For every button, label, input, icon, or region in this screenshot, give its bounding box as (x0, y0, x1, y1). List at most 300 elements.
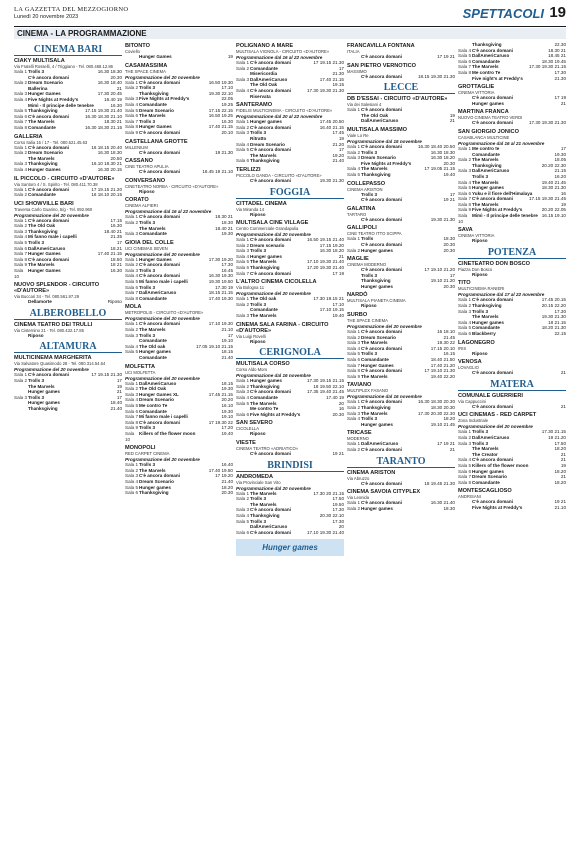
showtimes: 16.30 (110, 102, 122, 108)
film-title: The Old Oak (361, 112, 389, 118)
showtimes: 17.10 (221, 85, 233, 91)
paper-date: Lunedì 20 novembre 2023 (14, 14, 79, 20)
programming-period: Programmazione dal 20 novembre (236, 232, 311, 238)
film-title: Killers of the flower moon (139, 430, 196, 436)
showtimes: 17.40 21.15 (208, 124, 233, 130)
screen-label: Sala 4 (236, 512, 250, 518)
showtimes: 16.45 19 21.10 (202, 169, 233, 175)
film-title: Trolls 3 (361, 149, 378, 155)
screen-label: Sala 1 (14, 69, 28, 74)
showtimes: 17.20 19.30 21.40 (306, 265, 344, 271)
cinema-info: THE SPACE CINEMA (125, 68, 166, 74)
showtimes: 20.20 22.30 (541, 162, 566, 168)
film-title: The Old oak (250, 296, 277, 302)
screen-label: Sala 5 (125, 349, 139, 355)
listing-columns (14, 42, 566, 835)
screen-label: Sala 2 (236, 242, 250, 248)
listing-column (236, 42, 344, 835)
showtimes: 18.15 (221, 349, 233, 355)
showtimes: 17 19.10 21.30 (424, 368, 455, 374)
showtimes: 16.30 18.30 (430, 149, 455, 155)
page-banner: CINEMA - LA PROGRAMMAZIONE (14, 28, 566, 39)
film-title: The Marvels (28, 119, 55, 125)
film-title: Five Nights at Freddy's (28, 96, 79, 102)
showtimes: 18.15 19.30 21.30 (417, 73, 455, 79)
film-title: The Marvels (472, 314, 499, 320)
showtimes: 18 21 (110, 262, 122, 268)
showtimes: 20.30 (443, 241, 455, 247)
showtimes: 16.30 18.30 20.30 (417, 399, 455, 405)
showtime-row (458, 120, 566, 126)
film-title: Trolls 3 (361, 416, 378, 422)
film-title: Trolls 3 (472, 308, 489, 314)
film-title: Thanksgiving (250, 265, 280, 271)
screen-label: Sala 2 (125, 467, 139, 473)
showtimes: 17 (338, 65, 344, 71)
cinema-block (125, 240, 233, 302)
showtimes: 17.10 19.15 (319, 307, 344, 313)
showtimes: 20 (338, 524, 344, 530)
cinema-name: TERLIZZI (236, 166, 261, 173)
showtimes: 17.20 (221, 425, 233, 431)
screen-label: Sala 1 (125, 256, 139, 262)
screen-label: Sala 4 (236, 395, 250, 400)
film-title: Thanksgiving (28, 108, 58, 114)
screen-label: Sala 7 (458, 474, 472, 480)
showtimes: 18.40 (110, 400, 122, 406)
film-title: Trolls 3 (28, 240, 45, 246)
film-title: Killers of the flower moon (472, 462, 529, 468)
showtimes: 19.10 21.20 (430, 278, 455, 284)
cinema-block (347, 256, 455, 289)
film-title: Hunger Games (28, 91, 61, 97)
screen-label: Sala 1 (236, 490, 250, 496)
showtimes: 17 (449, 272, 455, 278)
cinema-name: GALLIPOLI (347, 225, 377, 232)
cinema-name: GROTTAGLIE (458, 84, 495, 91)
showtimes: 16.30 19.30 (208, 273, 233, 279)
showtimes: 16 18.10 20.15 (91, 192, 122, 198)
film-title: C'è ancora domani (250, 87, 291, 93)
cinema-info: MULTISALA VIGNOLA - CIRCUITO «D'AUTORE» (236, 49, 330, 54)
showtimes: 17.45 21.15 (208, 391, 233, 397)
showtime-row (125, 169, 233, 175)
cinema-block (458, 42, 566, 81)
showtimes: 18.40 21 (104, 228, 122, 234)
screen-label: Sala 1 (125, 462, 139, 468)
film-title: Thanksgiving (139, 490, 169, 496)
film-title: Comandante (139, 101, 167, 107)
film-title: Hunger games (472, 468, 504, 474)
cinema-info: TARTARO (347, 211, 367, 217)
screen-label: Sala 4 (14, 96, 28, 102)
film-title: C'è ancora domani (472, 47, 513, 53)
cinema-name: GALLERIA (14, 133, 43, 140)
screen-label: Sala 2 (236, 496, 250, 502)
screen-label: Sala 5 (236, 147, 250, 153)
cinema-block (347, 63, 455, 80)
programming-period: Programmazione del 20 novembre (236, 291, 311, 297)
showtime-row (125, 490, 233, 496)
cinema-name: MAGLIE (347, 256, 369, 263)
screen-label: Sala 5 (125, 484, 139, 490)
showtimes: 18.30 20.30 (430, 405, 455, 410)
showtimes: 21.20 (332, 141, 344, 147)
cinema-info: Corso Italia 15 / 17 - Tel. 080.521.45.63 (14, 139, 88, 145)
film-title: DallAmeriCaruso (361, 118, 399, 124)
showtimes: 18.45 21 (548, 53, 566, 59)
film-title: C'è ancora domani (472, 95, 513, 101)
city-heading: MATERA (458, 379, 566, 391)
cinema-block (125, 178, 233, 195)
cinema-name: CONVERSANO (125, 177, 166, 184)
showtimes: 18 19.50 22.10 (313, 383, 344, 389)
showtimes: 19.40 (332, 313, 344, 319)
film-title: C'è ancora domani (361, 54, 402, 59)
showtime-row (347, 118, 455, 124)
screen-label: Sala 2 (347, 149, 361, 155)
showtimes: 22.15 (554, 331, 566, 336)
cinema-name: MONTESCAGLIOSO (458, 488, 512, 495)
screen-label: Sala 4 (125, 478, 139, 484)
cinema-block (458, 109, 566, 126)
cinema-block (236, 220, 344, 276)
film-title: DallAmeriCaruso (472, 434, 510, 440)
film-title: C'è ancora domani (139, 129, 180, 135)
cinema-name: MOLFETTA (125, 363, 156, 370)
screen-label: Sala 8 (347, 368, 361, 374)
film-title: Thanksgiving (28, 228, 58, 234)
cinema-name: SAVA (458, 227, 473, 234)
film-title: DallAmeriCaruso (472, 168, 510, 174)
screen-label: Sala 3 (236, 248, 250, 254)
programming-period: Programmazione del 20 novembre (14, 367, 89, 373)
showtime-row (125, 130, 233, 136)
film-title: C'è ancora domani (139, 149, 180, 155)
film-title: Comandante (28, 192, 56, 198)
screen-label: Sala 3 (236, 76, 250, 82)
cinema-info: LOVAGLIO (458, 365, 479, 371)
screen-label (458, 272, 472, 278)
programming-period: Programmazione del 20 novembre (14, 212, 89, 218)
showtimes: 19.40 (221, 430, 233, 436)
film-title: Thanksgiving (472, 162, 502, 168)
cinema-name: TAVIANO (347, 382, 372, 389)
film-title: Trolls 3 (472, 440, 489, 446)
showtimes: 20.30 (221, 490, 233, 496)
film-title: C'è ancora domani (139, 79, 180, 85)
cinema-name: SAN GIORGIO JONICO (458, 128, 519, 135)
showtimes: 20 (338, 400, 344, 406)
showtime-row (14, 167, 122, 173)
showtimes: 17.40 21.15 (319, 76, 344, 82)
showtimes: 20.20 22.05 (541, 207, 566, 213)
programming-period: Programmazione del 20 novembre (125, 251, 200, 257)
screen-label: Sala 6 (458, 58, 472, 64)
city-heading: TARANTO (347, 456, 455, 468)
screen-label: Sala 6 (14, 245, 28, 251)
film-title: C'è ancora domani (361, 241, 402, 247)
section-name: SPETTACOLI (462, 6, 544, 21)
screen-label: Sala 8 (458, 201, 472, 207)
cinema-info: Via Fratelli Rosselli, 4 / Triggiano - Tel. 080.468.12.86 (14, 64, 114, 69)
showtimes: 16.10 (221, 402, 233, 408)
film-title: Mi fanno male i capelli (139, 414, 188, 420)
screen-label: Sala 1 (14, 372, 28, 378)
cinema-block (125, 304, 233, 360)
showtimes: 20.30 (332, 411, 344, 417)
showtimes: 19.40 22.20 (430, 373, 455, 379)
cinema-name: TITO (458, 280, 471, 287)
screen-label: Sala 6 (236, 529, 250, 535)
cinema-block (458, 280, 566, 336)
showtimes: 17.10 19.30 21.40 (306, 529, 344, 535)
showtimes: 18.30 21 (215, 214, 233, 220)
film-title: Trolls 3 (139, 267, 156, 273)
screen-label: Sala 5 (458, 185, 472, 191)
screen-label: Sala 6 (14, 113, 28, 119)
film-title: C'è ancora domani (472, 403, 513, 409)
showtimes: 16.15 19.10 (541, 213, 566, 219)
showtime-row (236, 271, 344, 277)
film-title: Comandante (139, 355, 167, 360)
film-title: Trolls 3 (250, 518, 267, 524)
film-title: The Marvels (139, 225, 166, 231)
cinema-name: MARTINA FRANCA (458, 109, 509, 116)
showtimes: 17 19.05 21.15 (424, 166, 455, 172)
showtime-row (236, 431, 344, 437)
film-title: Trolls 3 (250, 248, 267, 254)
programming-period: Programmazione del 20 novembre (125, 74, 200, 80)
showtimes: 17.50 (554, 440, 566, 446)
showtimes: 22.30 (554, 42, 566, 47)
film-title: Dream Scenario (139, 107, 174, 113)
showtimes: 21 (560, 451, 566, 457)
film-title: Riposo (472, 238, 488, 244)
screen-label: Sala 4 (14, 234, 28, 240)
cinema-block (347, 225, 455, 253)
showtimes: 16 (560, 190, 566, 196)
showtimes: 18.21 (110, 245, 122, 251)
film-title: C'è ancora domani (361, 329, 402, 335)
promo-box: Hunger games (236, 539, 344, 556)
showtimes: 19.30 22.10 (208, 90, 233, 96)
showtime-row (347, 54, 455, 60)
cinema-name: L'ALTRO CINEMA CICOLELLA (236, 279, 317, 286)
film-title: Hunger games (361, 421, 393, 427)
film-title: The Marvels (361, 340, 388, 346)
film-title: Trolls 3 (139, 332, 156, 338)
showtime-row (125, 150, 233, 156)
cinema-block (236, 420, 344, 437)
showtimes: 19.30 21.30 (541, 314, 566, 320)
screen-label (125, 150, 139, 156)
screen-label: Sala 2 (347, 505, 361, 511)
showtime-row (125, 189, 233, 195)
film-title: Dream Scenario (361, 334, 396, 340)
film-title: Riposo (472, 350, 488, 356)
screen-label: Sala 1 (347, 107, 361, 113)
cinema-block (347, 292, 455, 309)
showtimes: 17.30 19.15 21 (313, 296, 344, 302)
showtimes: 18.20 (221, 484, 233, 490)
film-title: Comandante (139, 231, 167, 237)
showtimes: 19 21 (554, 499, 566, 505)
screen-label: Sala 2 (236, 383, 250, 389)
screen-label: Sala 2 (14, 80, 28, 86)
showtime-row (14, 125, 122, 131)
film-title: Hunger Games (139, 256, 172, 262)
screen-label (14, 299, 28, 305)
screen-label: Sala 2 (125, 219, 139, 225)
film-title: The Marvels (361, 373, 388, 379)
screen-label: Sala 4 (347, 166, 361, 172)
showtimes: 19 (560, 462, 566, 468)
showtimes: 21 (338, 253, 344, 259)
film-title: Riposo (28, 332, 44, 338)
cinema-block (14, 322, 122, 339)
film-title: Riposo (361, 303, 377, 309)
showtimes: 17 (338, 147, 344, 153)
film-title: DallAmeriCaruso (250, 524, 288, 530)
cinema-block (458, 412, 566, 485)
film-title: Trolls 3 (139, 462, 156, 468)
showtime-row (14, 333, 122, 339)
film-title: Trolls 3 (28, 69, 45, 74)
programming-period: Programmazione del 20 novembre (458, 424, 533, 430)
showtimes: 17 19 (554, 95, 566, 101)
film-title: C'è ancora domani (472, 499, 513, 505)
film-title: C'è ancora domani (250, 237, 291, 243)
screen-label: Sala 5 (458, 53, 472, 59)
showtimes: 21.40 (110, 405, 122, 411)
showtimes: 17.30 19.15 21.15 (306, 378, 344, 384)
screen-label (125, 355, 139, 361)
cinema-name: SAN SEVERO (236, 420, 273, 427)
cinema-block (458, 227, 566, 244)
showtimes: 17 19.15 21.30 (91, 372, 122, 378)
cinema-name: GIOIA DEL COLLE (125, 239, 174, 246)
screen-label (14, 333, 28, 339)
city-heading: POTENZA (458, 247, 566, 259)
screen-label: Sala 5 (125, 402, 139, 408)
cinema-info: Corso Aldo Moro (236, 367, 268, 373)
cinema-info: Via Leonida (347, 495, 370, 501)
film-title: Dream Scenario (472, 474, 507, 480)
film-title: Hunger games (139, 484, 171, 490)
screen-label: Sala 2 (14, 223, 28, 229)
film-title: C'è ancora domani (361, 216, 402, 222)
showtime-row (458, 480, 566, 486)
showtime-row (458, 505, 566, 511)
film-title: Comandante (28, 124, 56, 130)
film-title: Comandante (250, 395, 278, 400)
cinema-name: SAN PIETRO VERNOTICO (347, 62, 416, 69)
showtime-row (236, 451, 344, 457)
screen-label (236, 451, 250, 457)
cinema-info: Coviello (125, 49, 140, 54)
cinema-block (236, 474, 344, 536)
film-title: The Marvels (250, 490, 277, 496)
screen-label: Sala 3 (347, 410, 361, 416)
cinema-info: Via Provinciale San Vito (236, 479, 281, 485)
cinema-name: CINETEATRO DON BOSCO (458, 260, 530, 267)
cinema-block (347, 96, 455, 124)
screen-label: Sala 4 (125, 397, 139, 403)
showtimes: 21 (560, 403, 566, 409)
cinema-info: CINEMA TEATRO «ADRIATICO» (236, 445, 299, 451)
showtimes: 17.30 19.30 21.30 (306, 87, 344, 93)
showtimes: 17.40 19.50 (208, 467, 233, 473)
film-title: C'è ancora domani (28, 217, 69, 223)
cinema-block (347, 430, 455, 452)
cinema-name: NARDÒ (347, 292, 368, 299)
cinema-name: CORATO (125, 197, 149, 204)
cinema-info: CINE TEATRO ITTO SCIPPA (347, 231, 402, 237)
showtimes: 18.20 (443, 416, 455, 422)
showtimes: 17.15 19.30 21.45 (528, 196, 566, 202)
showtime-row (458, 76, 566, 82)
showtime-row (347, 481, 455, 487)
screen-label: Sala 9 (458, 207, 472, 213)
cinema-name: CINEMA SALA FARINA - CIRCUITO «D'AUTORE» (236, 321, 329, 334)
film-title: Comandante (139, 295, 167, 301)
film-title: Trolls 3 (28, 378, 45, 383)
film-title: Yuku e il fiore dell'Himalaya (472, 190, 533, 196)
screen-label: Sala 7 (347, 362, 361, 368)
film-title: Trolls 3 (139, 85, 156, 91)
cinema-block (236, 43, 344, 99)
cinema-block (14, 176, 122, 198)
showtimes: 17.50 (332, 496, 344, 502)
screen-label: Sala 7 (125, 414, 139, 420)
showtimes: 20.30 (443, 160, 455, 166)
film-title: C'è ancora domani (28, 256, 69, 262)
screen-label: Sala 6 (458, 468, 472, 474)
cinema-block (125, 43, 233, 60)
screen-label: Sala 5 (458, 462, 472, 468)
cinema-info: Via Bologna 11 (236, 285, 265, 291)
screen-label: Sala 1 (14, 144, 28, 150)
film-title: Thanksgiving (472, 303, 502, 309)
listing-column (14, 42, 122, 835)
showtimes: 19.30 22 (437, 340, 455, 346)
screen-label: Sala 1 (14, 217, 28, 223)
showtimes: 16.40 19 (104, 96, 122, 102)
city-heading: BRINDISI (236, 460, 344, 472)
showtimes: 16.30 18.30 (97, 69, 122, 74)
showtime-row (14, 268, 122, 279)
programming-period: Programmazione del 20 novembre (125, 316, 200, 322)
cinema-info: CICOLELLA (236, 426, 260, 432)
showtimes: 18.30 (443, 505, 455, 511)
film-title: Five night's at Freddy's (472, 75, 523, 81)
showtimes: 17 (116, 394, 122, 400)
film-title: Five Nights at Freddy's (472, 504, 523, 510)
showtimes: 19.30 (221, 386, 233, 392)
cinema-name: UCI SHOWVILLE BARI (14, 200, 74, 207)
city-heading: ALBEROBELLO (14, 308, 122, 320)
cinema-info: CINETEATRO NORBA - CIRCUITO «D'AUTORE» (125, 183, 219, 189)
showtimes: 17.30 20 21.15 (313, 490, 344, 496)
showtimes: 20.30 (443, 283, 455, 289)
film-title: Trolls 3 (250, 301, 267, 307)
showtime-row (347, 284, 455, 290)
showtime-row (125, 296, 233, 302)
screen-label: Sala 7 (458, 64, 472, 70)
cinema-name: NUOVO SPLENDOR - CIRCUITO «D'AUTORE» (14, 282, 100, 295)
film-title: Thanksgiving (28, 405, 58, 411)
